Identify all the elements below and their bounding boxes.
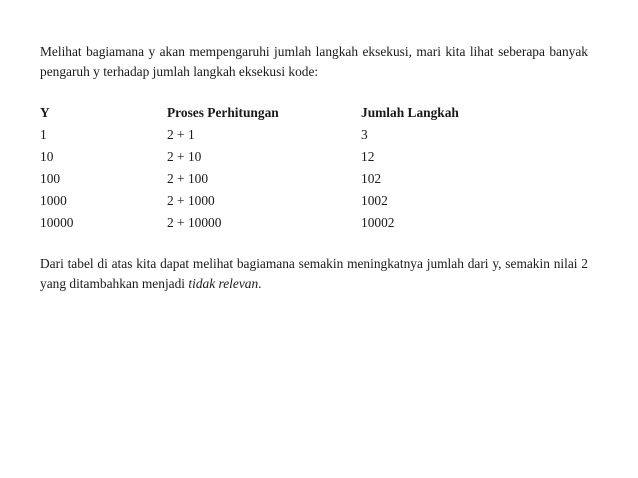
conclusion-period: .: [258, 276, 262, 291]
cell-jumlah: 102: [361, 171, 382, 186]
cell-proses: 2 + 1000: [167, 193, 215, 208]
conclusion-paragraph: [40, 254, 588, 294]
cell-proses: 2 + 10000: [167, 215, 222, 230]
cell-jumlah: 3: [361, 127, 368, 142]
conclusion-text: Dari tabel di atas kita dapat melihat bagiamana semakin meningkatnya jumlah dari y, semakin nilai 2 yang ditambahkan menjadi: [40, 256, 588, 291]
cell-jumlah: 10002: [361, 215, 395, 230]
intro-paragraph: Melihat bagiamana y akan mempengaruhi jumlah langkah eksekusi, mari kita lihat seberapa banyak pengaruh y terhadap jumlah langkah eksekusi kode:: [40, 44, 588, 79]
cell-y: 1000: [40, 193, 67, 208]
cell-y: 10: [40, 149, 54, 164]
table-row: [40, 168, 561, 190]
cell-proses: 2 + 10: [167, 149, 202, 164]
table-row: [40, 146, 561, 168]
cell-proses: 2 + 1: [167, 127, 195, 142]
table-header-row: [40, 102, 561, 124]
table-row: [40, 124, 561, 146]
table-row: [40, 190, 561, 212]
document-page: [40, 42, 588, 294]
cell-y: 100: [40, 171, 61, 186]
cell-jumlah: 12: [361, 149, 375, 164]
cell-jumlah: 1002: [361, 193, 388, 208]
cell-y: 10000: [40, 215, 74, 230]
table-row: [40, 212, 561, 234]
calculation-table: [40, 102, 561, 234]
header-proses-perhitungan: Proses Perhitungan: [167, 105, 279, 120]
conclusion-emphasis: tidak relevan: [188, 276, 259, 291]
cell-y: 1: [40, 127, 47, 142]
cell-proses: 2 + 100: [167, 171, 209, 186]
header-y: Y: [40, 105, 50, 120]
header-jumlah-langkah: Jumlah Langkah: [361, 105, 459, 120]
